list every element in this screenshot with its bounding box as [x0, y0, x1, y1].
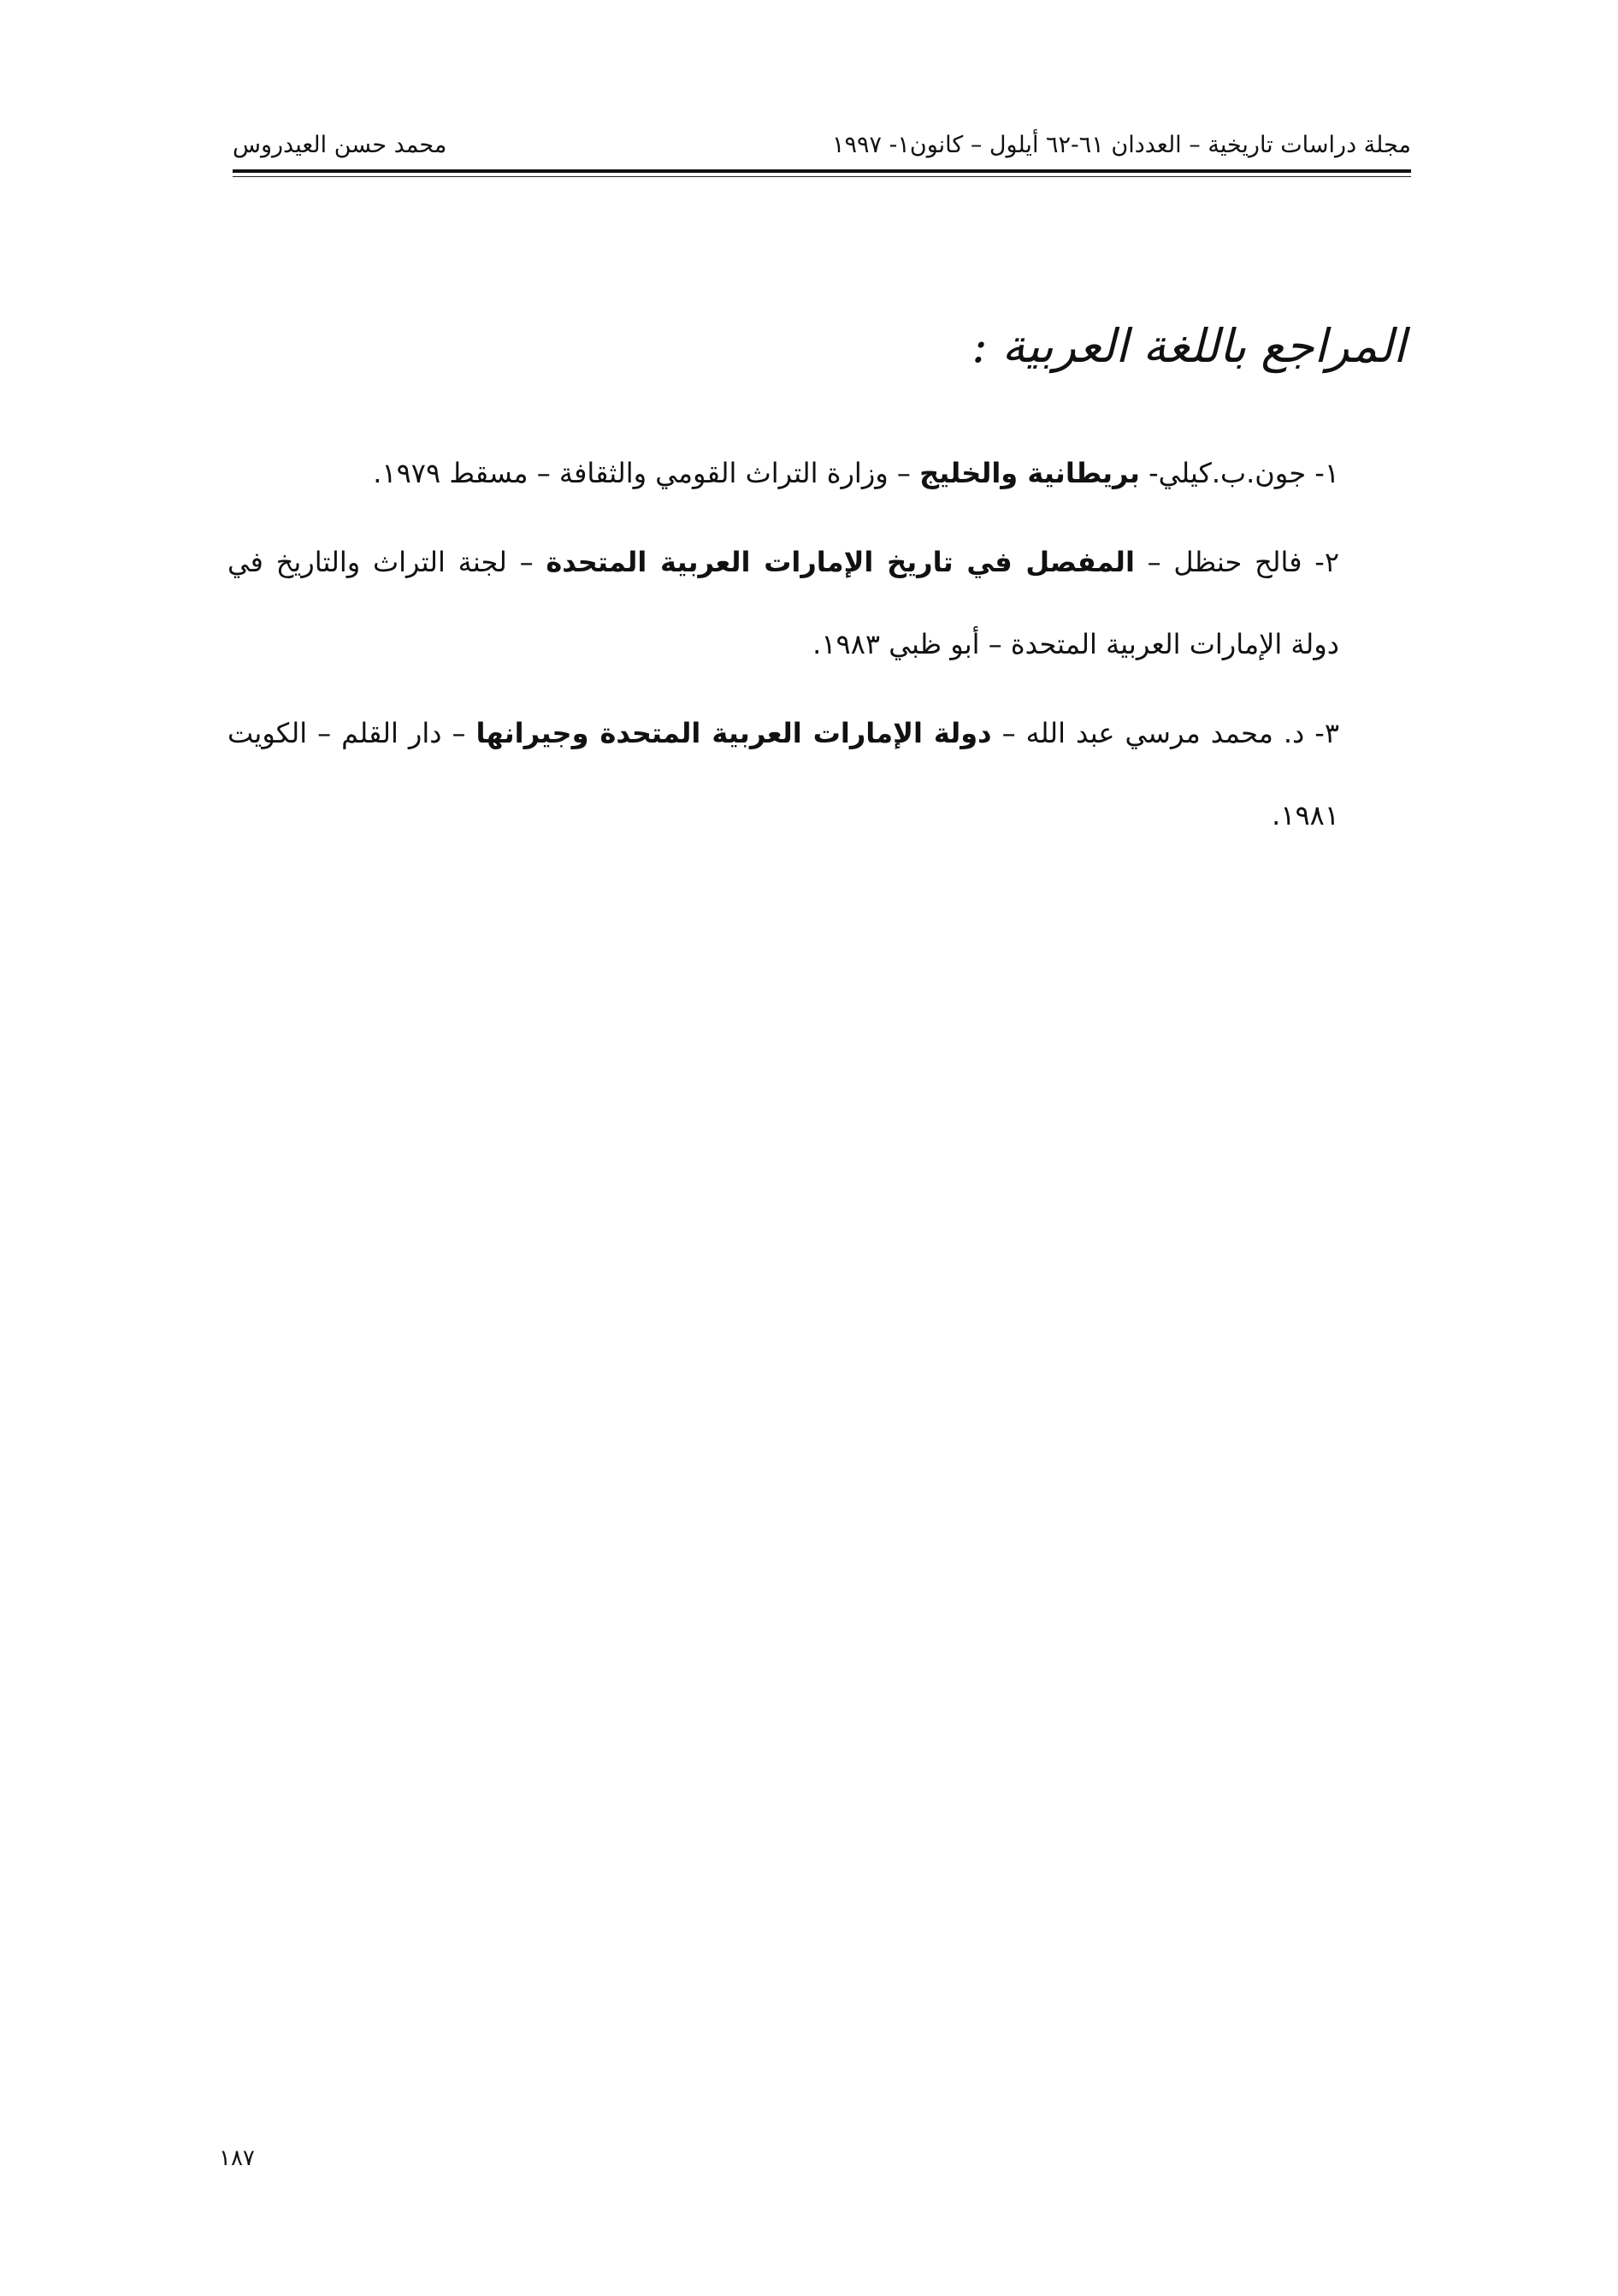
reference-number: ٣- — [1314, 717, 1340, 749]
reference-publisher: – دار القلم – الكويت ١٩٨١. — [227, 717, 1339, 831]
section-heading: المراجع باللغة العربية : — [971, 319, 1406, 373]
running-header — [233, 128, 1411, 171]
reference-author: فالح حنظل – — [1134, 546, 1315, 578]
reference-author: جون.ب.كيلي- — [1139, 457, 1315, 489]
article-author: محمد حسن العيدروس — [233, 132, 447, 158]
reference-title: المفصل في تاريخ الإمارات العربية المتحدة — [546, 546, 1135, 578]
reference-item-3 — [227, 692, 1339, 856]
page-number: ١٨٧ — [219, 2145, 255, 2171]
reference-item-2 — [227, 521, 1339, 685]
reference-title: دولة الإمارات العربية المتحدة وجيرانها — [475, 717, 992, 749]
reference-number: ٢- — [1314, 546, 1340, 578]
journal-title: مجلة دراسات تاريخية – العددان ٦١-٦٢ أيلول – كانون١- ١٩٩٧ — [832, 132, 1411, 158]
header-rule-thick — [233, 169, 1411, 173]
reference-title: بريطانية والخليج — [919, 457, 1140, 489]
reference-publisher: – لجنة التراث والتاريخ في دولة الإمارات العربية المتحدة – أبو ظبي ١٩٨٣. — [227, 546, 1339, 660]
header-rule-thin — [233, 176, 1411, 177]
reference-publisher: – وزارة التراث القومي والثقافة – مسقط ١٩٧٩. — [373, 457, 920, 489]
reference-item-1 — [227, 432, 1339, 514]
reference-author: د. محمد مرسي عبد الله – — [991, 717, 1315, 749]
reference-list — [227, 432, 1339, 863]
reference-number: ١- — [1314, 457, 1339, 489]
